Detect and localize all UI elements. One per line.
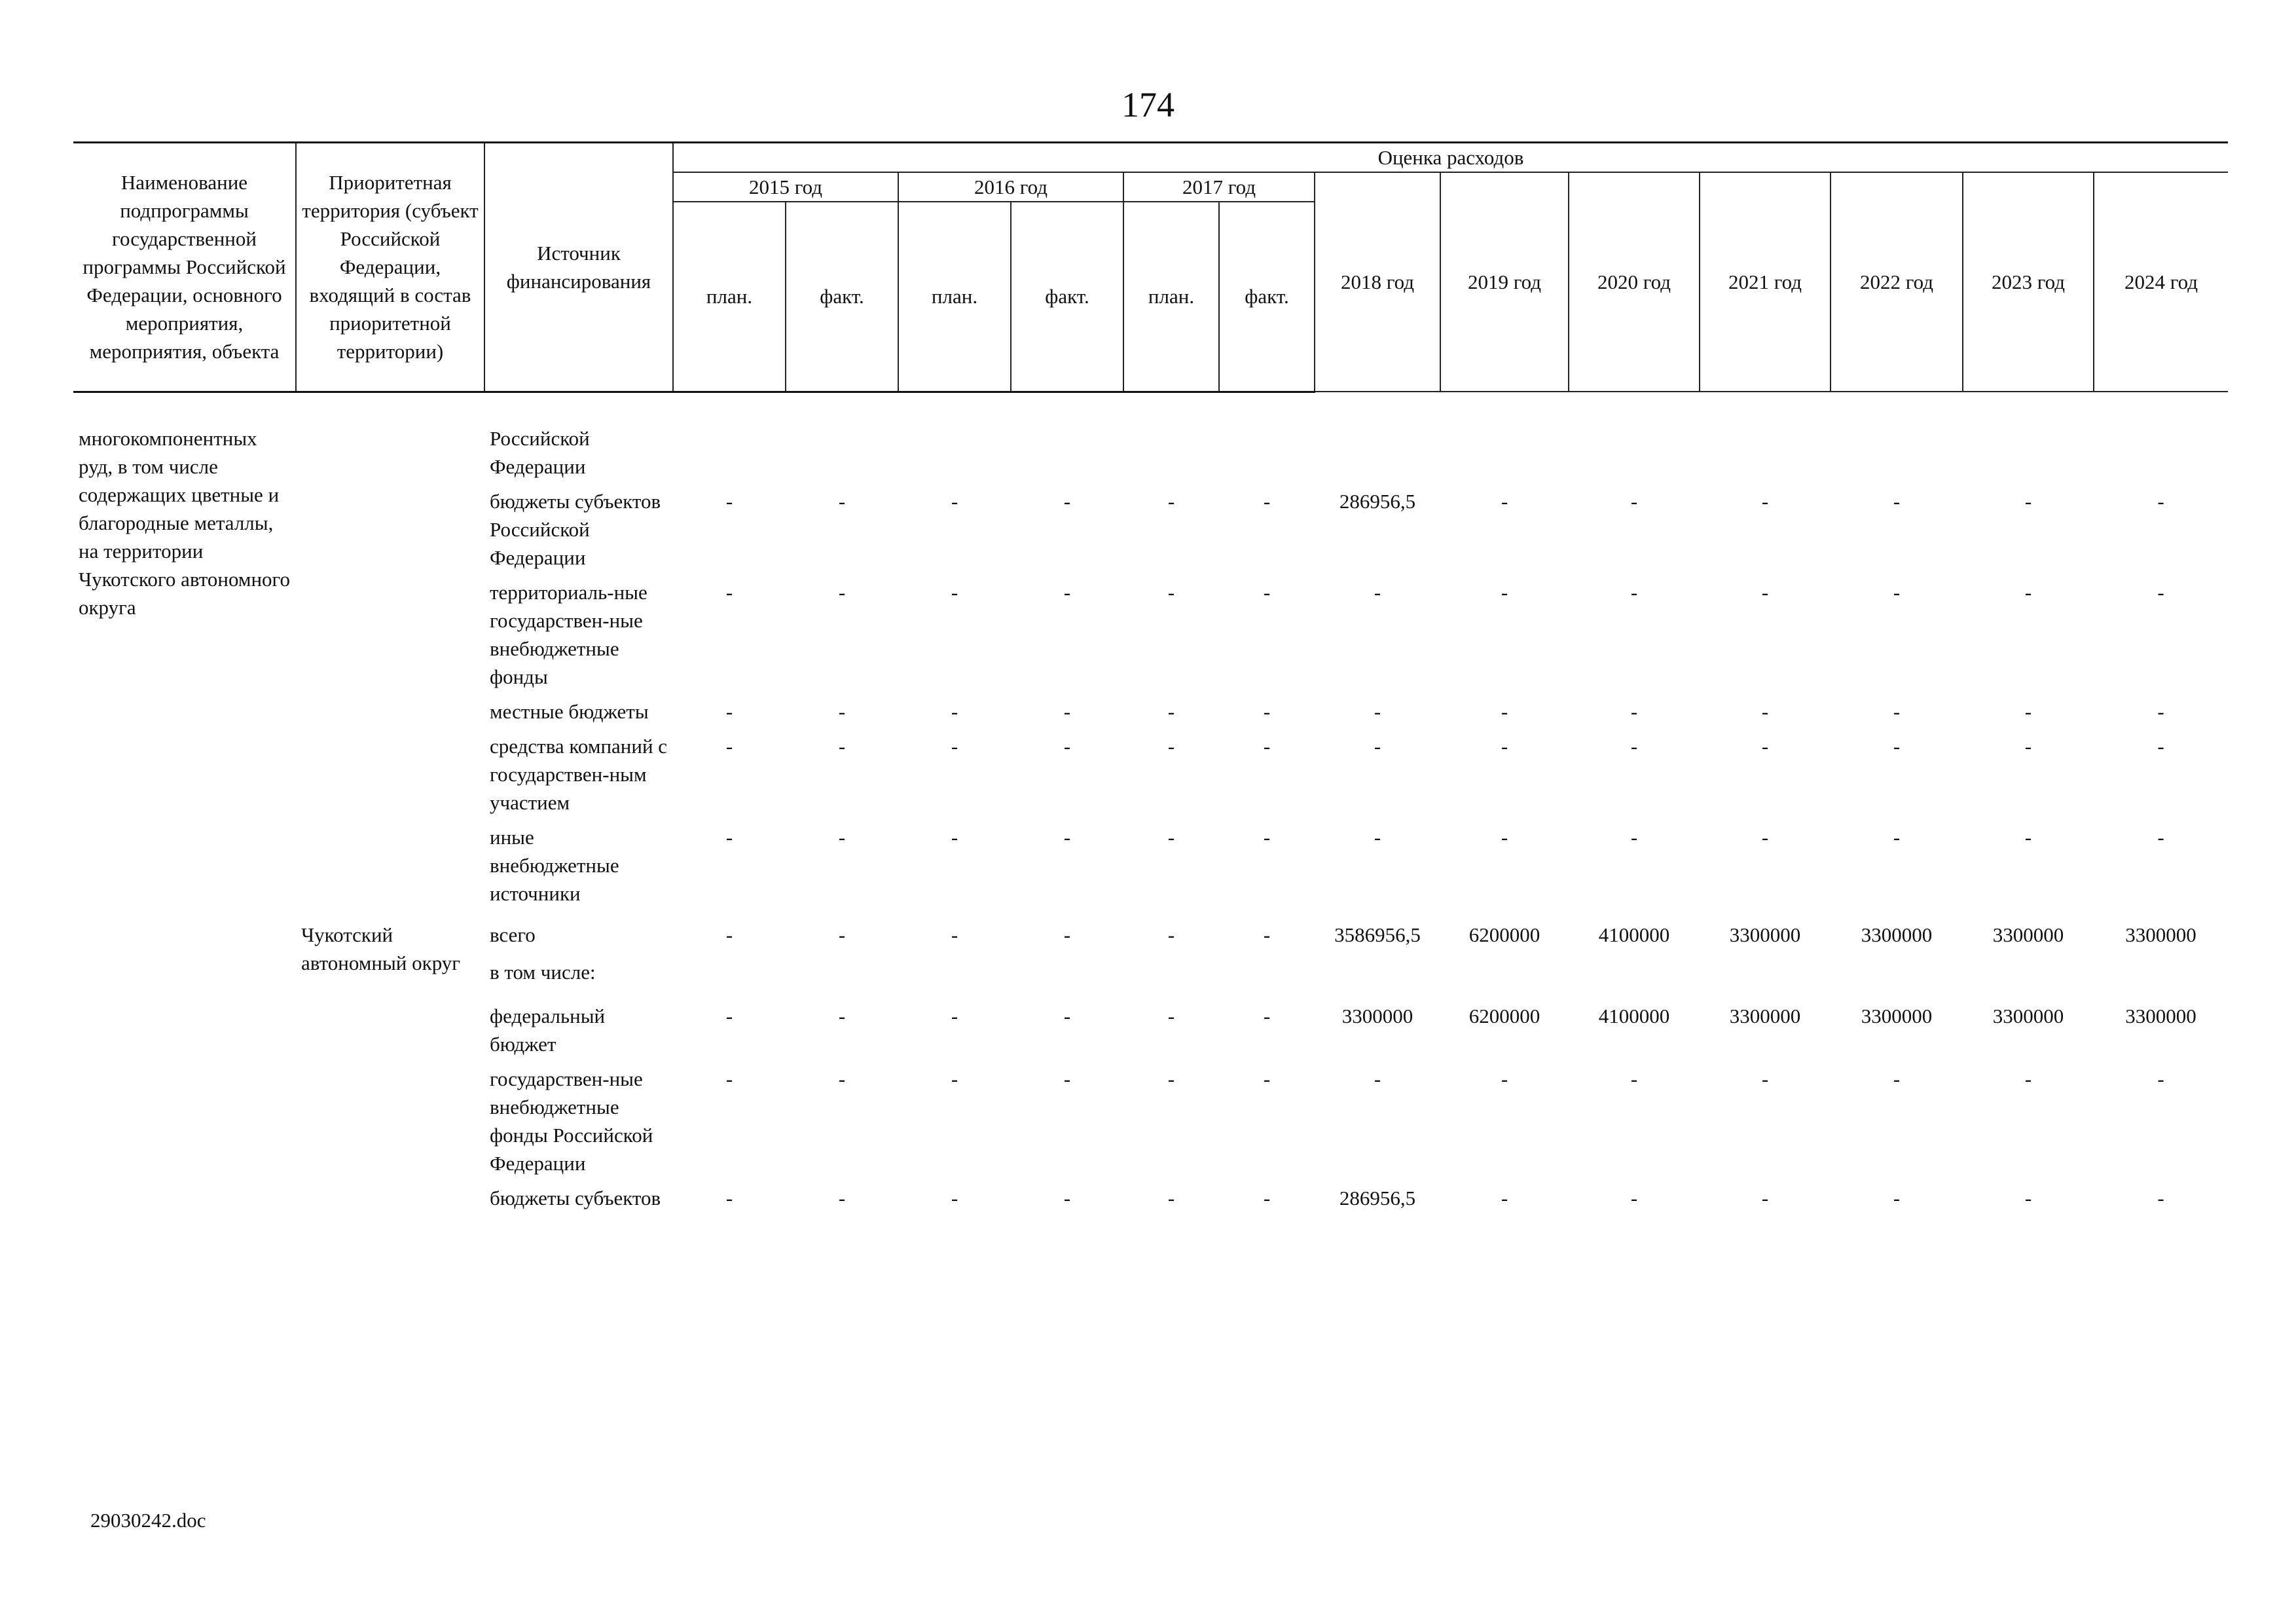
value-cell: -	[1263, 580, 1271, 604]
value-cell	[673, 418, 786, 481]
table-header	[73, 143, 2228, 392]
value-cell: -	[1501, 489, 1508, 513]
value-cell: 3300000	[1861, 1004, 1933, 1027]
value-cell: -	[838, 1004, 846, 1027]
table-row	[73, 817, 2228, 908]
value-cell	[1700, 949, 1831, 986]
value-cell: -	[1501, 580, 1508, 604]
territory-cell	[296, 481, 484, 572]
value-cell: -	[1501, 734, 1508, 758]
header-source-column: Источник финансирования	[484, 143, 673, 392]
value-cell: -	[1167, 1186, 1175, 1209]
table-row	[73, 726, 2228, 817]
activity-name-cell	[73, 1058, 296, 1177]
table-row	[73, 481, 2228, 572]
value-cell	[1700, 418, 1831, 481]
value-cell: -	[1063, 1067, 1071, 1090]
header-year-2018: 2018 год	[1315, 172, 1440, 392]
header-name-column: Наименование подпрограммы государственной программы Российской Федерации, основного мероприятия, мероприятия, объекта	[73, 143, 296, 392]
header-year-2017: 2017 год	[1123, 172, 1315, 202]
header-2015-plan: план.	[673, 202, 786, 392]
value-cell: -	[725, 1004, 733, 1027]
header-territory-column: Приоритетная территория (субъект Российской Федерации, входящий в состав приоритетной территории)	[296, 143, 484, 392]
value-cell: -	[2157, 1186, 2164, 1209]
value-cell: -	[1893, 489, 1901, 513]
header-year-2024: 2024 год	[2094, 172, 2228, 392]
value-cell: 3300000	[1341, 1004, 1413, 1027]
value-cell	[786, 949, 898, 986]
value-cell: -	[1630, 489, 1638, 513]
header-year-2023: 2023 год	[1963, 172, 2094, 392]
value-cell: -	[1630, 1186, 1638, 1209]
value-cell: -	[2157, 580, 2164, 604]
value-cell	[1831, 949, 1963, 986]
header-2017-fact: факт.	[1219, 202, 1315, 392]
value-cell: -	[2024, 489, 2032, 513]
value-cell: -	[1167, 825, 1175, 849]
value-cell: -	[1374, 734, 1381, 758]
value-cell: -	[838, 923, 846, 946]
value-cell: -	[951, 734, 958, 758]
activity-name-cell	[73, 986, 296, 1058]
value-cell: 3586956,5	[1334, 923, 1421, 946]
value-cell: -	[1167, 699, 1175, 723]
value-cell: -	[951, 489, 958, 513]
value-cell: -	[1630, 699, 1638, 723]
value-cell	[1963, 949, 2094, 986]
value-cell: -	[1263, 734, 1271, 758]
value-cell: 4100000	[1598, 923, 1670, 946]
page-number: 174	[1121, 85, 1175, 124]
funding-source-cell: бюджеты субъектов	[490, 1186, 661, 1209]
value-cell: -	[1063, 1004, 1071, 1027]
value-cell: -	[838, 489, 846, 513]
table-row	[73, 418, 2228, 481]
activity-name-cell	[73, 1177, 296, 1212]
funding-source-cell: Российской Федерации	[490, 426, 590, 478]
value-cell: -	[725, 825, 733, 849]
value-cell: -	[1761, 734, 1769, 758]
document-filename: 29030242.doc	[90, 1509, 206, 1532]
funding-source-cell: иные внебюджетные источники	[490, 825, 619, 905]
value-cell: -	[1761, 489, 1769, 513]
header-expenses-title: Оценка расходов	[673, 143, 2228, 173]
value-cell: 3300000	[2125, 923, 2196, 946]
value-cell: -	[725, 1186, 733, 1209]
value-cell: -	[2157, 489, 2164, 513]
value-cell: -	[951, 580, 958, 604]
value-cell: -	[1167, 489, 1175, 513]
value-cell: 3300000	[2125, 1004, 2196, 1027]
value-cell: -	[1167, 734, 1175, 758]
value-cell	[786, 418, 898, 481]
value-cell: -	[1761, 699, 1769, 723]
value-cell: -	[1893, 699, 1901, 723]
value-cell: -	[1630, 825, 1638, 849]
value-cell: -	[1063, 734, 1071, 758]
value-cell	[1831, 418, 1963, 481]
value-cell: -	[1501, 825, 1508, 849]
value-cell: -	[2024, 580, 2032, 604]
header-year-2015: 2015 год	[673, 172, 898, 202]
header-year-2022: 2022 год	[1831, 172, 1963, 392]
value-cell	[1440, 949, 1569, 986]
value-cell: -	[1761, 1067, 1769, 1090]
header-2017-plan: план.	[1123, 202, 1219, 392]
value-cell: -	[2157, 825, 2164, 849]
header-2015-fact: факт.	[786, 202, 898, 392]
header-year-2020: 2020 год	[1569, 172, 1700, 392]
value-cell	[1011, 418, 1123, 481]
value-cell: -	[1167, 580, 1175, 604]
value-cell	[898, 949, 1011, 986]
spacer-row	[73, 392, 2228, 418]
funding-source-cell: средства компаний с государствен-ным участием	[490, 734, 668, 814]
value-cell	[1219, 418, 1315, 481]
territory-cell	[296, 418, 484, 481]
funding-source-cell: местные бюджеты	[490, 699, 649, 723]
value-cell: -	[1630, 734, 1638, 758]
value-cell: -	[1893, 825, 1901, 849]
value-cell: -	[838, 734, 846, 758]
value-cell: -	[1630, 1067, 1638, 1090]
header-2016-fact: факт.	[1011, 202, 1123, 392]
value-cell: -	[1893, 1186, 1901, 1209]
value-cell: 3300000	[1992, 1004, 2064, 1027]
value-cell: -	[1167, 923, 1175, 946]
value-cell: 6200000	[1468, 923, 1540, 946]
value-cell: -	[1893, 580, 1901, 604]
value-cell	[673, 949, 786, 986]
value-cell: 3300000	[1861, 923, 1933, 946]
value-cell: -	[1063, 489, 1071, 513]
value-cell: -	[1263, 1067, 1271, 1090]
value-cell: -	[1501, 1067, 1508, 1090]
funding-source-cell: федеральный бюджет	[490, 1004, 606, 1056]
value-cell: 4100000	[1598, 1004, 1670, 1027]
value-cell: -	[1630, 580, 1638, 604]
value-cell: -	[838, 825, 846, 849]
value-cell: -	[951, 825, 958, 849]
value-cell: -	[1063, 580, 1071, 604]
expenses-table	[73, 141, 2228, 1212]
table-row	[73, 691, 2228, 726]
table-row	[73, 908, 2228, 949]
value-cell: -	[1167, 1067, 1175, 1090]
value-cell: -	[1063, 699, 1071, 723]
value-cell: -	[1893, 734, 1901, 758]
value-cell: -	[1501, 699, 1508, 723]
funding-source-cell: бюджеты субъектов Российской Федерации	[490, 489, 661, 569]
value-cell: -	[2024, 734, 2032, 758]
table-body	[73, 392, 2228, 1212]
territory-cell	[296, 691, 484, 726]
value-cell	[898, 418, 1011, 481]
value-cell: -	[1374, 1067, 1381, 1090]
territory-cell	[296, 572, 484, 691]
value-cell: -	[1374, 580, 1381, 604]
value-cell	[1123, 949, 1219, 986]
value-cell: -	[1063, 1186, 1071, 1209]
value-cell: -	[1374, 699, 1381, 723]
funding-source-cell: государствен-ные внебюджетные фонды Российской Федерации	[490, 1067, 653, 1175]
value-cell: -	[1263, 1186, 1271, 1209]
value-cell: 3300000	[1729, 923, 1801, 946]
value-cell: -	[1263, 699, 1271, 723]
value-cell: -	[2024, 1067, 2032, 1090]
value-cell: 6200000	[1468, 1004, 1540, 1027]
value-cell: -	[2157, 1067, 2164, 1090]
territory-cell	[296, 817, 484, 908]
value-cell: -	[2024, 1186, 2032, 1209]
value-cell: -	[725, 923, 733, 946]
value-cell: -	[1374, 825, 1381, 849]
header-2016-plan: план.	[898, 202, 1011, 392]
header-year-2021: 2021 год	[1700, 172, 1831, 392]
territory-cell: Чукотский автономный округ	[301, 923, 461, 974]
territory-cell	[296, 726, 484, 817]
value-cell: -	[1063, 825, 1071, 849]
value-cell: -	[1501, 1186, 1508, 1209]
value-cell	[2094, 418, 2228, 481]
value-cell: -	[725, 580, 733, 604]
activity-name-cell	[73, 949, 296, 986]
value-cell: -	[1167, 1004, 1175, 1027]
value-cell: -	[1761, 825, 1769, 849]
value-cell: -	[1893, 1067, 1901, 1090]
value-cell	[1569, 418, 1700, 481]
value-cell	[1219, 949, 1315, 986]
value-cell: -	[951, 1004, 958, 1027]
value-cell: -	[725, 1067, 733, 1090]
activity-name-cell	[73, 908, 296, 949]
header-year-2019: 2019 год	[1440, 172, 1569, 392]
value-cell: -	[2024, 825, 2032, 849]
value-cell: -	[2024, 699, 2032, 723]
value-cell	[2094, 949, 2228, 986]
value-cell: -	[951, 1186, 958, 1209]
value-cell: 286956,5	[1339, 1186, 1416, 1209]
value-cell	[1963, 418, 2094, 481]
value-cell: -	[1263, 1004, 1271, 1027]
value-cell: -	[1063, 923, 1071, 946]
value-cell: -	[1263, 825, 1271, 849]
value-cell: -	[1761, 1186, 1769, 1209]
funding-source-cell: всего	[490, 923, 536, 946]
value-cell	[1315, 949, 1440, 986]
value-cell: -	[951, 699, 958, 723]
value-cell: 286956,5	[1339, 489, 1416, 513]
value-cell: -	[951, 923, 958, 946]
value-cell: 3300000	[1729, 1004, 1801, 1027]
funding-source-cell: территориаль-ные государствен-ные внебюджетные фонды	[490, 580, 647, 688]
value-cell: -	[951, 1067, 958, 1090]
value-cell: -	[725, 734, 733, 758]
value-cell: -	[1263, 923, 1271, 946]
value-cell: -	[725, 489, 733, 513]
header-year-2016: 2016 год	[898, 172, 1123, 202]
value-cell: -	[2157, 734, 2164, 758]
value-cell: -	[1761, 580, 1769, 604]
funding-source-cell: в том числе:	[490, 960, 596, 984]
value-cell	[1440, 418, 1569, 481]
value-cell: 3300000	[1992, 923, 2064, 946]
table-row	[73, 572, 2228, 691]
value-cell: -	[725, 699, 733, 723]
value-cell: -	[838, 1186, 846, 1209]
value-cell: -	[838, 699, 846, 723]
value-cell: -	[838, 580, 846, 604]
value-cell	[1011, 949, 1123, 986]
activity-name-cell: многокомпонентных руд, в том числе содержащих цветные и благородные металлы, на территории Чукотского автономного округа	[79, 426, 291, 619]
value-cell: -	[838, 1067, 846, 1090]
value-cell	[1315, 418, 1440, 481]
value-cell: -	[2157, 699, 2164, 723]
value-cell: -	[1263, 489, 1271, 513]
value-cell	[1123, 418, 1219, 481]
value-cell	[1569, 949, 1700, 986]
